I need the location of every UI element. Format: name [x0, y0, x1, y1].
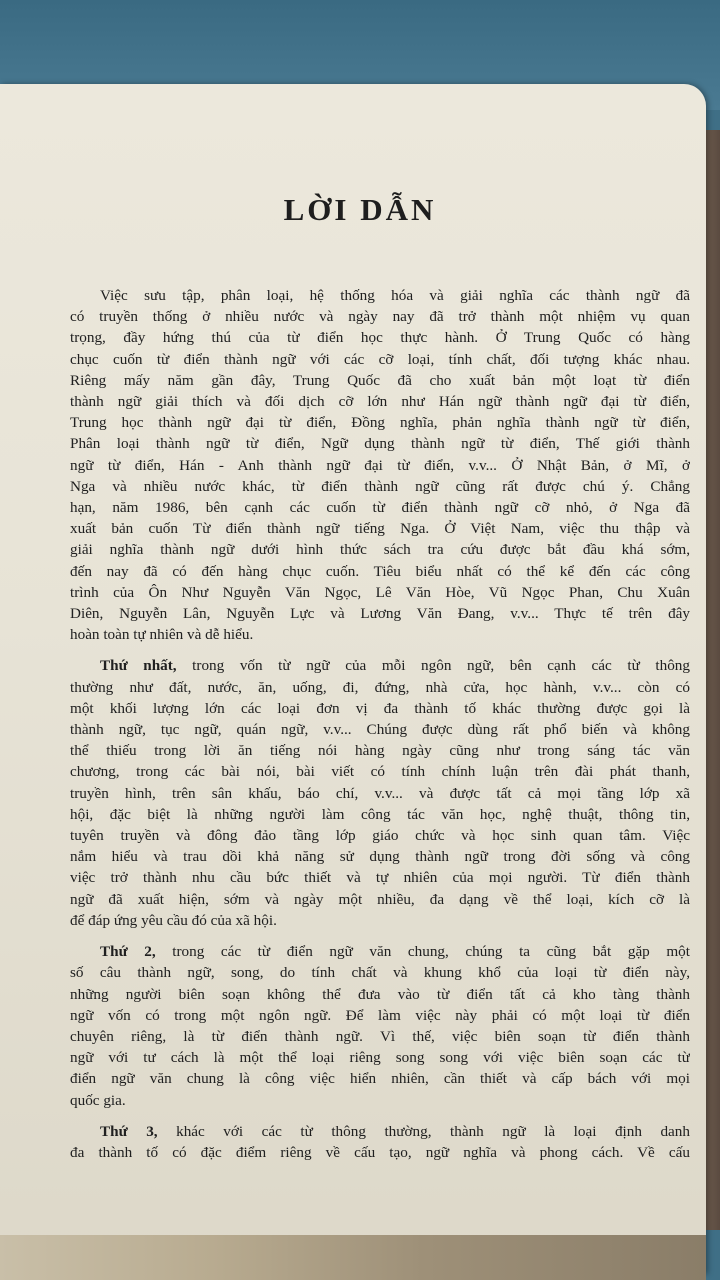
text-line: truyền hình, trên sân khấu, báo chí, v.v... và được tất cả mọi tầng lớp xã	[70, 784, 690, 802]
text-line: giải nghĩa thành ngữ dưới hình thức sách tra cứu được bắt đầu khá sớm,	[70, 541, 690, 559]
text-line	[70, 655, 690, 676]
text-line: số câu thành ngữ, song, do tính chất và khung khổ của loại từ điển này,	[70, 964, 690, 982]
text-line: thành ngữ, tục ngữ, quán ngữ, v.v... Chúng được dùng rất phổ biến và không	[70, 721, 690, 739]
text-line: hoàn toàn tự nhiên và dễ hiểu.	[70, 626, 254, 644]
text-line: việc trở thành nhu cầu bức thiết và tự nhiên của mọi người. Từ điển thành	[70, 869, 690, 887]
text-line: quốc gia.	[70, 1091, 126, 1109]
text-line: chuyên riêng, là từ điển thành ngữ. Vì thế, việc biên soạn từ điển thành	[70, 1027, 690, 1045]
book-cover-edge	[0, 1235, 706, 1280]
text-line: để đáp ứng yêu cầu đó của xã hội.	[70, 911, 277, 929]
text-fragment: khác với các từ thông thường, thành ngữ là loại định danh	[157, 1122, 690, 1140]
text-line: Diên, Nguyễn Lân, Nguyễn Lực và Lương Văn Đang, v.v... Thực tế trên đây	[70, 605, 690, 623]
text-line: chương, trong các bài nói, bài viết có tính chính luận trên đài phát thanh,	[70, 763, 690, 781]
text-line: có truyền thống ở nhiều nước và ngày nay đã trở thành một nhiệm vụ quan	[70, 308, 690, 326]
paragraph-lead: Thứ 2,	[100, 943, 156, 961]
text-line: thành ngữ giải thích và đối dịch cỡ lớn như Hán ngữ thành ngữ đại từ điển,	[70, 393, 690, 411]
text-line: trình của Ôn Như Nguyễn Văn Ngọc, Lê Văn Hòe, Vũ Ngọc Phan, Chu Xuân	[70, 583, 690, 601]
paragraph-3	[70, 941, 690, 1111]
text-line: những người biên soạn không thể đưa vào từ điển tất cả kho tàng thành	[70, 985, 690, 1003]
text-line: chục cuốn từ điển thành ngữ với các cỡ loại, tính chất, đối tượng khác nhau.	[70, 350, 690, 368]
text-line: đến nay đã có đến hàng chục cuốn. Tiêu biểu nhất có thể kể đến các công	[70, 562, 690, 580]
text-line: tuyên truyền và đông đảo tầng lớp giáo chức và học sinh quan tâm. Việc	[70, 827, 690, 845]
text-line: Phân loại thành ngữ từ điển, Ngữ dụng thành ngữ từ điển, Thế giới thành	[70, 435, 690, 453]
text-line: hạn, năm 1986, bên cạnh các cuốn từ điển thành ngữ cỡ nhỏ, ở Nga đã	[70, 499, 690, 517]
text-line: thể thiếu trong lời ăn tiếng nói hàng ngày cũng như trong sáng tác văn	[70, 742, 690, 760]
text-line: đa thành tố có đặc điểm riêng về cấu tạo, ngữ nghĩa và phong cách. Về cấu	[70, 1143, 690, 1161]
text-line: Việc sưu tập, phân loại, hệ thống hóa và giải nghĩa các thành ngữ đã	[100, 287, 690, 304]
text-line	[70, 941, 690, 962]
text-line: trọng, đầy hứng thú của từ điển học thực hành. Ở Trung Quốc có hàng	[70, 329, 690, 347]
text-line: Nga và nhiều nước khác, từ điển thành ngữ cũng rất được chú ý. Chẳng	[70, 477, 690, 495]
text-line: ngữ vốn có trong một ngôn ngữ. Để làm việc này phải có một loại từ điển	[70, 1006, 690, 1024]
paragraph-1	[70, 285, 690, 645]
text-line: Riêng mấy năm gần đây, Trung Quốc đã cho xuất bản một loạt từ điển	[70, 371, 690, 389]
text-fragment: trong các từ điển ngữ văn chung, chúng ta cũng bắt gặp một	[155, 943, 690, 961]
text-line: thường như đất, nước, ăn, uống, đi, đứng, nhà cửa, học hành, v.v... còn có	[70, 678, 690, 696]
text-line: Trung học thành ngữ đại từ điển, Đồng nghĩa, phản nghĩa thành ngữ từ điển,	[70, 414, 690, 432]
body-text	[70, 285, 690, 1163]
text-fragment: trong vốn từ ngữ của mỗi ngôn ngữ, bên cạnh các từ thông	[176, 657, 690, 675]
paragraph-4	[70, 1121, 690, 1163]
text-line: xuất bản cuốn Từ điển thành ngữ tiếng Nga. Ở Việt Nam, việc thu thập và	[70, 520, 690, 538]
text-line: nắm hiểu và trau dồi khả năng sử dụng thành ngữ trong đời sống và công	[70, 848, 690, 866]
text-line: ngữ với tư cách là một thể loại riêng song song với việc biên soạn các từ	[70, 1049, 690, 1067]
paragraph-lead: Thứ nhất,	[100, 657, 177, 675]
text-line: ngữ từ điển, Hán - Anh thành ngữ đại từ điển, v.v... Ở Nhật Bản, ở Mĩ, ở	[70, 456, 690, 474]
paragraph-lead: Thứ 3,	[100, 1122, 158, 1140]
page-title: LỜI DẪN	[283, 192, 437, 227]
text-line	[70, 1121, 690, 1142]
text-line: một khối lượng lớn các loại đơn vị đa thành tố khác thường được gọi là	[70, 699, 690, 717]
text-line: hội, đặc biệt là những người làm công tác văn học, nghệ thuật, thông tin,	[70, 805, 690, 823]
text-line: ngữ đã xuất hiện, sớm và ngày một nhiều, đa dạng về thể loại, kích cỡ là	[70, 890, 690, 908]
paragraph-2	[70, 655, 690, 931]
text-line: điển ngữ văn chung là công việc hiển nhiên, cần thiết và cấp bách với mọi	[70, 1070, 690, 1088]
